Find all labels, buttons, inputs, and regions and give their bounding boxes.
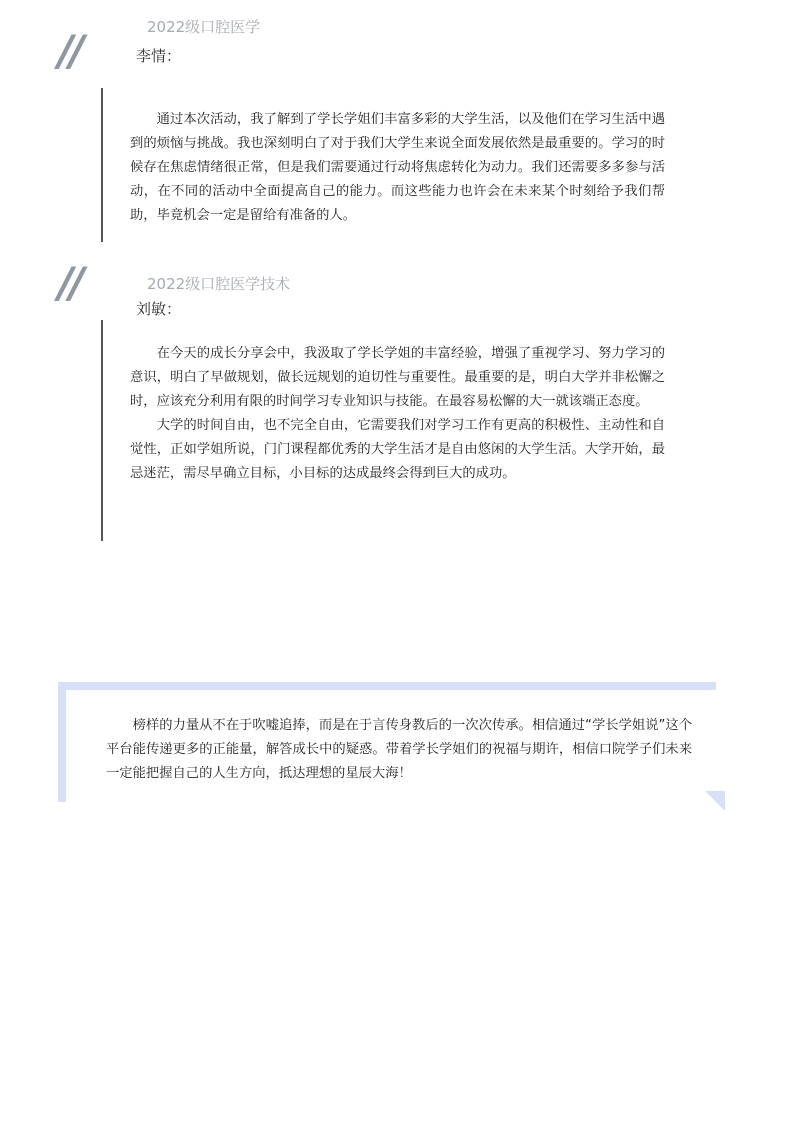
corner-triangle-icon [705,791,725,811]
quote-bar [101,88,103,242]
testimonial-text [130,342,665,486]
testimonial-paragraph: 通过本次活动，我了解到了学长学姐们丰富多彩的大学生活，以及他们在学习生活中遇到的烦恼与挑战。我也深刻明白了对于我们大学生来说全面发展依然是最重要的。学习的时候存在焦虑情绪很正常，但是我们需要通过行动将焦虑转化为动力。我们还需要多多参与活动，在不同的活动中全面提高自己的能力。而这些能力也许会在未来某个时刻给予我们帮助，毕竟机会一定是留给有准备的人。 [130,112,665,223]
major-label: 2022级口腔医学技术 [147,275,291,293]
student-name: 李情： [136,47,182,65]
major-label: 2022级口腔医学 [147,18,261,36]
testimonial-paragraph: 在今天的成长分享会中，我汲取了学长学姐的丰富经验，增强了重视学习、努力学习的意识，明白了早做规划，做长远规划的迫切性与重要性。最重要的是，明白大学并非松懈之时，应该充分利用有限的时间学习专业知识与技能。在最容易松懈的大一就该端正态度。 [130,346,665,409]
closing-text [106,714,692,786]
quote-mark-icon: // [58,258,81,307]
quote-bar [101,320,103,541]
closing-frame-left [58,682,66,802]
quote-mark-icon: // [58,26,81,75]
testimonial-paragraph: 大学的时间自由，也不完全自由，它需要我们对学习工作有更高的积极性、主动性和自觉性，正如学姐所说，门门课程都优秀的大学生活才是自由悠闲的大学生活。大学开始，最忌迷茫，需尽早确立目标，小目标的达成最终会得到巨大的成功。 [130,418,665,481]
testimonial-text [130,108,665,228]
student-name: 刘敏： [136,300,182,318]
closing-frame-top [58,682,716,690]
closing-paragraph: 榜样的力量从不在于吹嘘追捧，而是在于言传身教后的一次次传承。相信通过“学长学姐说”这个平台能传递更多的正能量，解答成长中的疑惑。带着学长学姐们的祝福与期许，相信口院学子们未来一定能把握自己的人生方向，抵达理想的星辰大海！ [106,718,692,781]
